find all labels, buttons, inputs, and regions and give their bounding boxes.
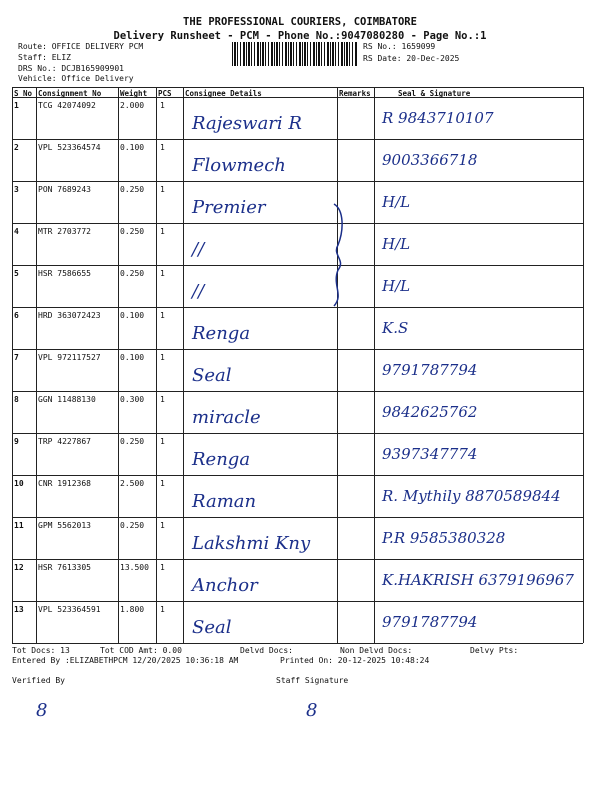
table-column-divider	[12, 87, 13, 643]
row-sno: 2	[14, 143, 19, 152]
row-sno: 5	[14, 269, 19, 278]
row-sno: 1	[14, 101, 19, 110]
row-pcs: 1	[160, 143, 165, 152]
vehicle-label: Vehicle: Office Delivery	[18, 74, 134, 83]
row-consignee-handwritten: Raman	[192, 491, 257, 512]
table-row-divider	[12, 349, 583, 350]
row-consignee-handwritten: Rajeswari R	[192, 113, 302, 134]
row-pcs: 1	[160, 563, 165, 572]
row-consignment-no: GGN 11488130	[38, 395, 96, 404]
row-consignment-no: GPM 5562013	[38, 521, 91, 530]
table-column-divider	[118, 87, 119, 643]
row-consignment-no: PON 7689243	[38, 185, 91, 194]
row-pcs: 1	[160, 227, 165, 236]
row-pcs: 1	[160, 353, 165, 362]
table-row-divider	[12, 265, 583, 266]
row-sno: 9	[14, 437, 19, 446]
row-consignee-handwritten: Seal	[192, 365, 232, 386]
row-consignee-handwritten: Renga	[192, 449, 251, 470]
row-seal-signature: P.R 9585380328	[382, 529, 506, 547]
row-seal-signature: 9791787794	[382, 613, 478, 631]
row-seal-signature: K.HAKRISH 6379196967	[382, 571, 574, 589]
row-sno: 3	[14, 185, 19, 194]
row-seal-signature: R 9843710107	[382, 109, 494, 127]
table-border-top	[12, 87, 583, 88]
row-weight: 13.500	[120, 563, 149, 572]
row-pcs: 1	[160, 185, 165, 194]
company-title: THE PROFESSIONAL COURIERS, COIMBATORE	[183, 16, 417, 28]
row-pcs: 1	[160, 101, 165, 110]
row-seal-signature: 9397347774	[382, 445, 478, 463]
row-weight: 0.250	[120, 227, 145, 236]
row-sno: 11	[14, 521, 24, 530]
column-header: Consignee Details	[185, 89, 262, 98]
table-row-divider	[12, 433, 583, 434]
row-pcs: 1	[160, 269, 165, 278]
row-consignment-no: HSR 7586655	[38, 269, 91, 278]
table-row-divider	[12, 181, 583, 182]
row-pcs: 1	[160, 521, 165, 530]
row-weight: 0.250	[120, 185, 145, 194]
row-weight: 0.250	[120, 521, 145, 530]
row-sno: 7	[14, 353, 19, 362]
table-row-divider	[12, 307, 583, 308]
table-column-divider	[36, 87, 37, 643]
column-header: S No	[14, 89, 33, 98]
row-consignee-handwritten: Anchor	[192, 575, 258, 596]
row-consignee-handwritten: miracle	[192, 407, 261, 428]
row-consignment-no: VPL 523364574	[38, 143, 101, 152]
row-seal-signature: H/L	[382, 277, 411, 295]
table-row-divider	[12, 559, 583, 560]
row-seal-signature: H/L	[382, 235, 411, 253]
row-sno: 12	[14, 563, 24, 572]
row-consignment-no: MTR 2703772	[38, 227, 91, 236]
delivery-points: Delvy Pts:	[470, 646, 519, 655]
verified-signature: 8	[36, 700, 48, 721]
table-row-divider	[12, 517, 583, 518]
entered-by: Entered By :ELIZABETHPCM 12/20/2025 10:36:18 AM	[12, 656, 239, 665]
non-delivered-docs: Non Delvd Docs:	[340, 646, 413, 655]
total-docs: Tot Docs: 13	[12, 646, 70, 655]
row-consignee-handwritten: //	[192, 281, 205, 302]
table-border-bottom	[12, 643, 583, 644]
row-sno: 8	[14, 395, 19, 404]
row-seal-signature: K.S	[382, 319, 409, 337]
staff-signature: 8	[306, 700, 318, 721]
column-header: Consignment No	[38, 89, 102, 98]
row-consignee-handwritten: Seal	[192, 617, 232, 638]
table-column-divider	[337, 87, 338, 643]
row-seal-signature: 9791787794	[382, 361, 478, 379]
remarks-brace-mark	[326, 200, 356, 310]
row-pcs: 1	[160, 311, 165, 320]
row-consignee-handwritten: Flowmech	[192, 155, 286, 176]
table-row-divider	[12, 601, 583, 602]
column-header: Seal & Signature	[398, 89, 471, 98]
row-pcs: 1	[160, 395, 165, 404]
row-consignment-no: TRP 4227867	[38, 437, 91, 446]
row-pcs: 1	[160, 605, 165, 614]
row-consignee-handwritten: Renga	[192, 323, 251, 344]
verified-by-label: Verified By	[12, 676, 65, 685]
row-sno: 4	[14, 227, 19, 236]
drs-label: DRS No.: DCJB165909901	[18, 64, 124, 73]
row-weight: 1.800	[120, 605, 145, 614]
delivered-docs: Delvd Docs:	[240, 646, 293, 655]
table-row-divider	[12, 223, 583, 224]
row-weight: 2.500	[120, 479, 145, 488]
table-column-divider	[183, 87, 184, 643]
rs-no-label: RS No.: 1659099	[363, 42, 436, 51]
table-row-divider	[12, 391, 583, 392]
row-pcs: 1	[160, 479, 165, 488]
row-pcs: 1	[160, 437, 165, 446]
column-header: Weight	[120, 89, 148, 98]
row-consignment-no: CNR 1912368	[38, 479, 91, 488]
row-seal-signature: H/L	[382, 193, 411, 211]
row-sno: 6	[14, 311, 19, 320]
printed-on: Printed On: 20-12-2025 10:48:24	[280, 656, 430, 665]
column-header: Remarks	[339, 89, 371, 98]
table-column-divider	[374, 87, 375, 643]
row-weight: 0.100	[120, 311, 145, 320]
row-weight: 0.300	[120, 395, 145, 404]
row-weight: 0.100	[120, 353, 145, 362]
staff-label: Staff: ELIZ	[18, 53, 71, 62]
route-label: Route: OFFICE DELIVERY PCM	[18, 42, 144, 51]
table-column-divider	[156, 87, 157, 643]
row-seal-signature: R. Mythily 8870589844	[382, 487, 561, 505]
staff-signature-label: Staff Signature	[276, 676, 349, 685]
row-seal-signature: 9003366718	[382, 151, 478, 169]
column-header: PCS	[158, 89, 172, 98]
row-consignee-handwritten: Premier	[192, 197, 266, 218]
row-sno: 13	[14, 605, 24, 614]
runsheet-subtitle: Delivery Runsheet - PCM - Phone No.:9047080280 - Page No.:1	[113, 30, 487, 42]
row-seal-signature: 9842625762	[382, 403, 478, 421]
table-row-divider	[12, 475, 583, 476]
row-weight: 0.250	[120, 269, 145, 278]
rs-date-label: RS Date: 20-Dec-2025	[363, 54, 460, 63]
table-column-divider	[583, 87, 584, 643]
row-weight: 2.000	[120, 101, 145, 110]
row-weight: 0.250	[120, 437, 145, 446]
row-consignment-no: HSR 7613305	[38, 563, 91, 572]
row-consignment-no: TCG 42074092	[38, 101, 96, 110]
row-consignment-no: VPL 972117527	[38, 353, 101, 362]
row-consignment-no: VPL 523364591	[38, 605, 101, 614]
row-weight: 0.100	[120, 143, 145, 152]
table-row-divider	[12, 139, 583, 140]
row-sno: 10	[14, 479, 24, 488]
row-consignee-handwritten: Lakshmi Kny	[192, 533, 311, 554]
total-cod-amount: Tot COD Amt: 0.00	[100, 646, 182, 655]
row-consignee-handwritten: //	[192, 239, 205, 260]
row-consignment-no: HRD 363072423	[38, 311, 101, 320]
